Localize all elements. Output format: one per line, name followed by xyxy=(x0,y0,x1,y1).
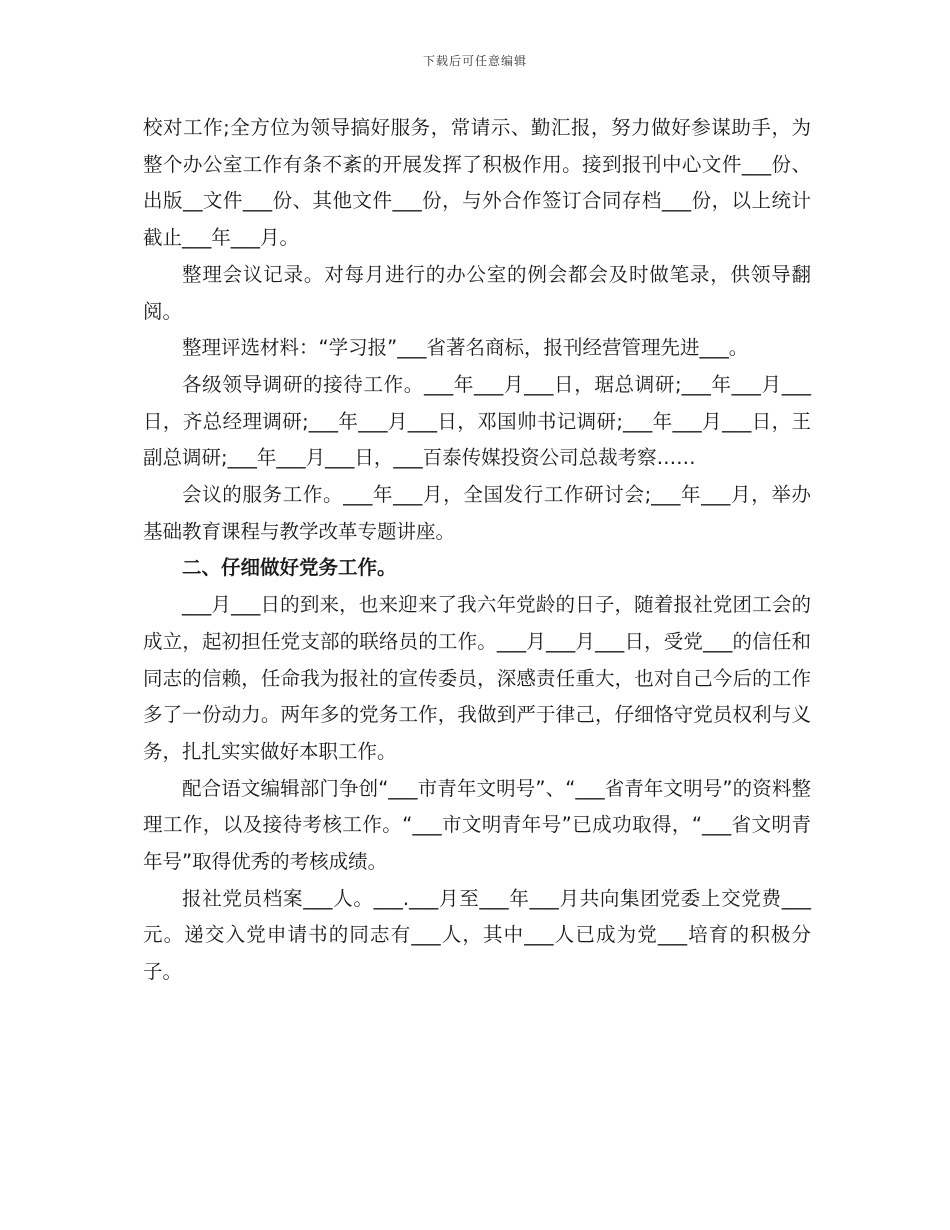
paragraph-selection-materials: 整理评选材料：“学习报”___省著名商标，报刊经营管理先进___。 xyxy=(182,336,749,360)
paragraph-proofreading: 校对工作;全方位为领导搞好服务，常请示、勤汇报，努力做好参谋助手，为整个办公室工作有条不紊的开展发挥了积极作用。接到报刊中心文件___份、出版__文件___份、其他文件___份，与外合作签订合同存档___份，以上统计截止___年___月。 xyxy=(143,116,811,250)
paragraph-meeting-services: 会议的服务工作。___年___月，全国发行工作研讨会;___年___月，举办基础教育课程与教学改革专题讲座。 xyxy=(143,483,811,543)
document-body xyxy=(143,110,811,991)
paragraph-youth-civilization: 配合语文编辑部门争创“___市青年文明号”、“___省青年文明号”的资料整理工作，以及接待考核工作。“___市文明青年号”已成功取得，“___省文明青年号”取得优秀的考核成绩。 xyxy=(143,776,811,874)
page-header: 下载后可任意编辑 xyxy=(422,54,527,68)
paragraph-party-anniversary: ___月___日的到来，也来迎来了我六年党龄的日子，随着报社党团工会的成立，起初担任党支部的联络员的工作。___月___月___日，受党___的信任和同志的信赖，任命我为报社的宣传委员，深感责任重大，也对自己今后的工作多了一份动力。两年多的党务工作，我做到严于律己，仔细恪守党员权利与义务，扎扎实实做好本职工作。 xyxy=(143,593,811,763)
paragraph-party-members: 报社党员档案___人。___.___月至___年___月共向集团党委上交党费___元。递交入党申请书的同志有___人，其中___人已成为党___培育的积极分子。 xyxy=(143,886,811,984)
paragraph-meeting-records: 整理会议记录。对每月进行的办公室的例会都会及时做笔录，供领导翻阅。 xyxy=(143,262,811,323)
paragraph-leader-visits: 各级领导调研的接待工作。___年___月___日，琚总调研;___年___月___日，齐总经理调研;___年___月___日，邓国帅书记调研;___年___月___日，王副总调研;___年___月___日，___百泰传媒投资公司总裁考察…… xyxy=(143,372,811,470)
section-heading-party-affairs: 二、仔细做好党务工作。 xyxy=(182,556,397,580)
